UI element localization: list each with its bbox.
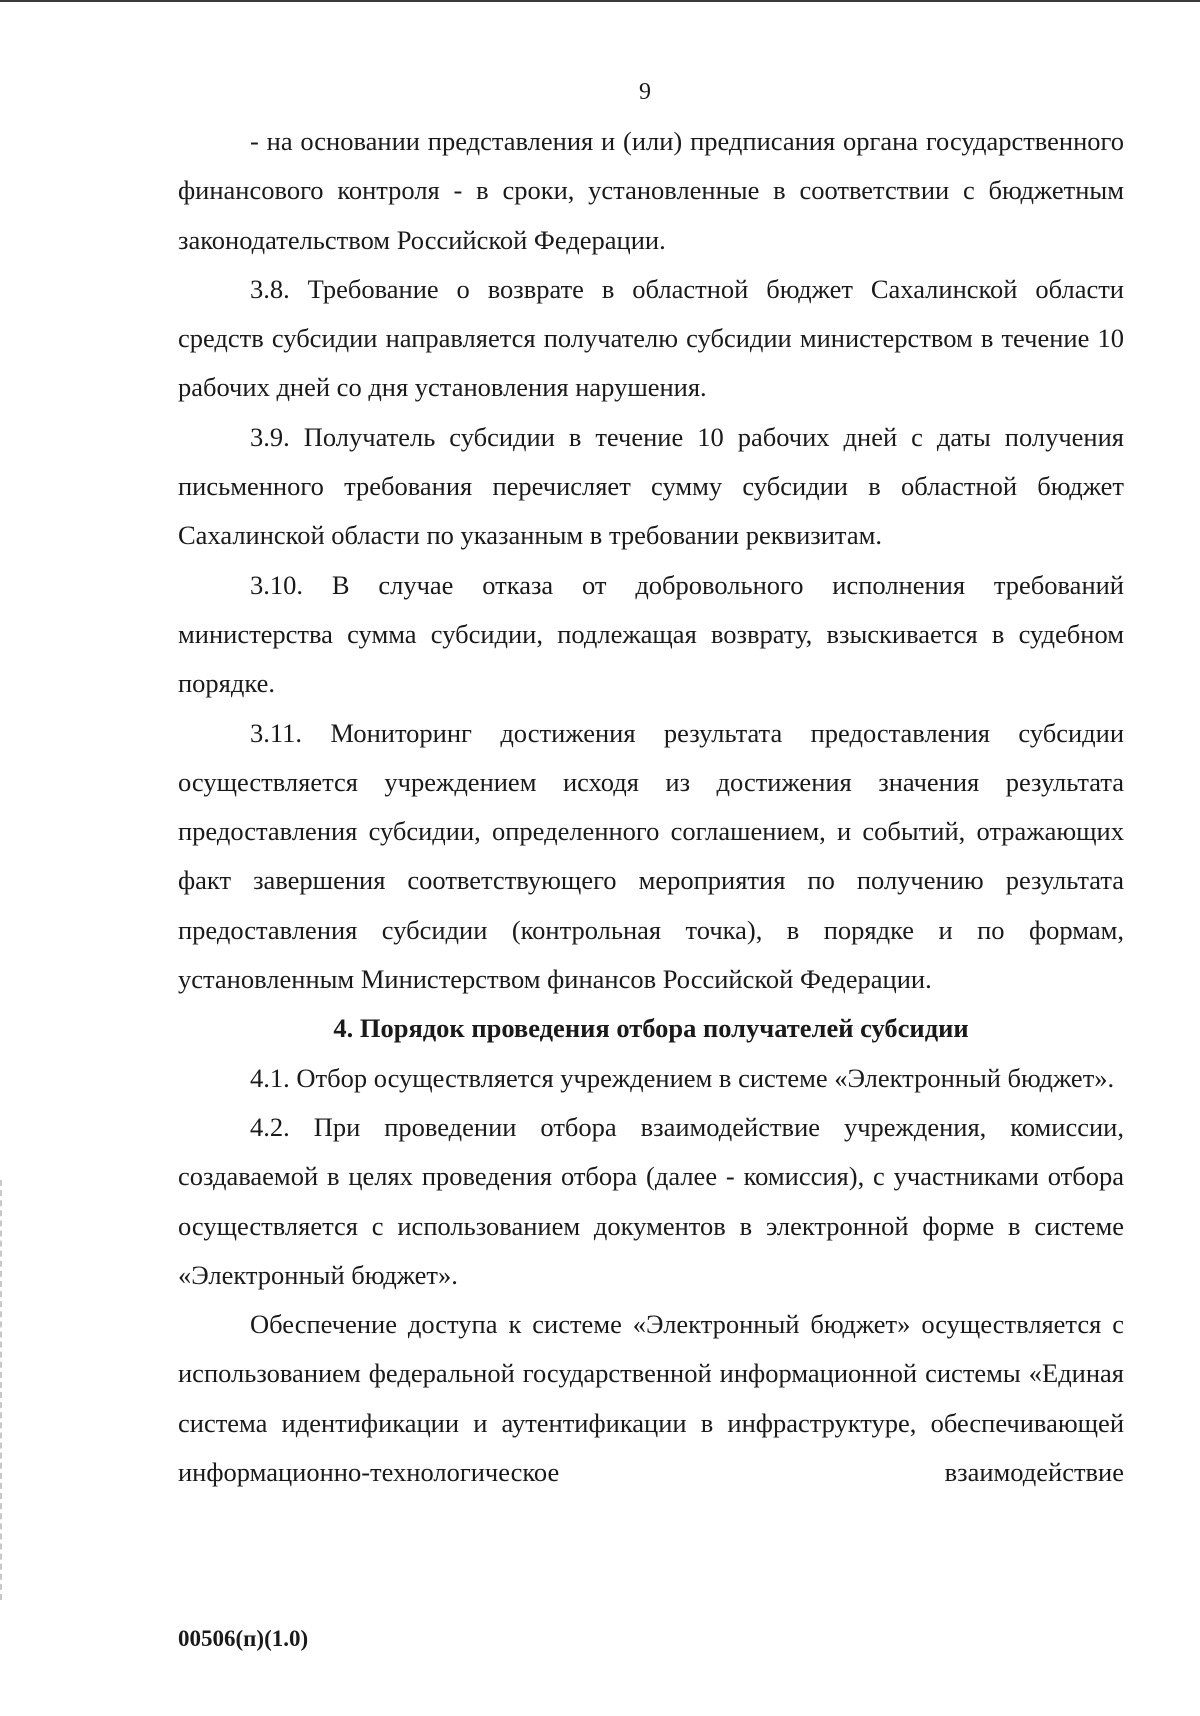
paragraph-3-8: 3.8. Требование о возврате в областной бюджет Сахалинской области средств субсидии направляется получателю субсидии министерством в течение 10 рабочих дней со дня установления нарушения. bbox=[178, 273, 1124, 403]
section-heading-4: 4. Порядок проведения отбора получателей субсидии bbox=[333, 1013, 969, 1044]
paragraph-3-9: 3.9. Получатель субсидии в течение 10 рабочих дней с даты получения письменного требования перечисляет сумму субсидии в областной бюджет Сахалинской области по указанным в требовании реквизитам. bbox=[178, 421, 1124, 551]
document-code: 00506(п)(1.0) bbox=[178, 1626, 309, 1651]
top-border-line bbox=[0, 0, 1200, 2]
paragraph-financial-control: - на основании представления и (или) предписания органа государственного финансового контроля - в сроки, установленные в соответствии с бюджетным законодательством Российской Федерации. bbox=[178, 126, 1124, 255]
paragraph-4-1: 4.1. Отбор осуществляется учреждением в системе «Электронный бюджет». bbox=[250, 1062, 1115, 1093]
page-number: 9 bbox=[639, 79, 651, 105]
paragraph-4-2: 4.2. При проведении отбора взаимодействие учреждения, комиссии, создаваемой в целях проведения отбора (далее - комиссия), с участниками отбора осуществляется с использованием документов в электронной форме в системе «Электронный бюджет». bbox=[178, 1111, 1124, 1290]
paragraph-3-10: 3.10. В случае отказа от добровольного исполнения требований министерства сумма субсидии, подлежащая возврату, взыскивается в судебном порядке. bbox=[178, 569, 1124, 699]
paragraph-access: Обеспечение доступа к системе «Электронный бюджет» осуществляется с использованием федеральной государственной информационной системы «Единая система идентификации и аутентификации в инфраструктуре, обеспечивающей информационно-технологическое взаимодействие bbox=[178, 1309, 1124, 1488]
scan-edge-marks bbox=[0, 1180, 5, 1600]
document-body bbox=[178, 117, 1124, 1497]
paragraph-3-11: 3.11. Мониторинг достижения результата предоставления субсидии осуществляется учреждением исходя из достижения значения результата предоставления субсидии, определенного соглашением, и событий, отражающих факт завершения соответствующего мероприятия по получению результата предоставления субсидии (контрольная точка), в порядке и по формам, установленным Министерством финансов Российской Федерации. bbox=[178, 717, 1124, 995]
